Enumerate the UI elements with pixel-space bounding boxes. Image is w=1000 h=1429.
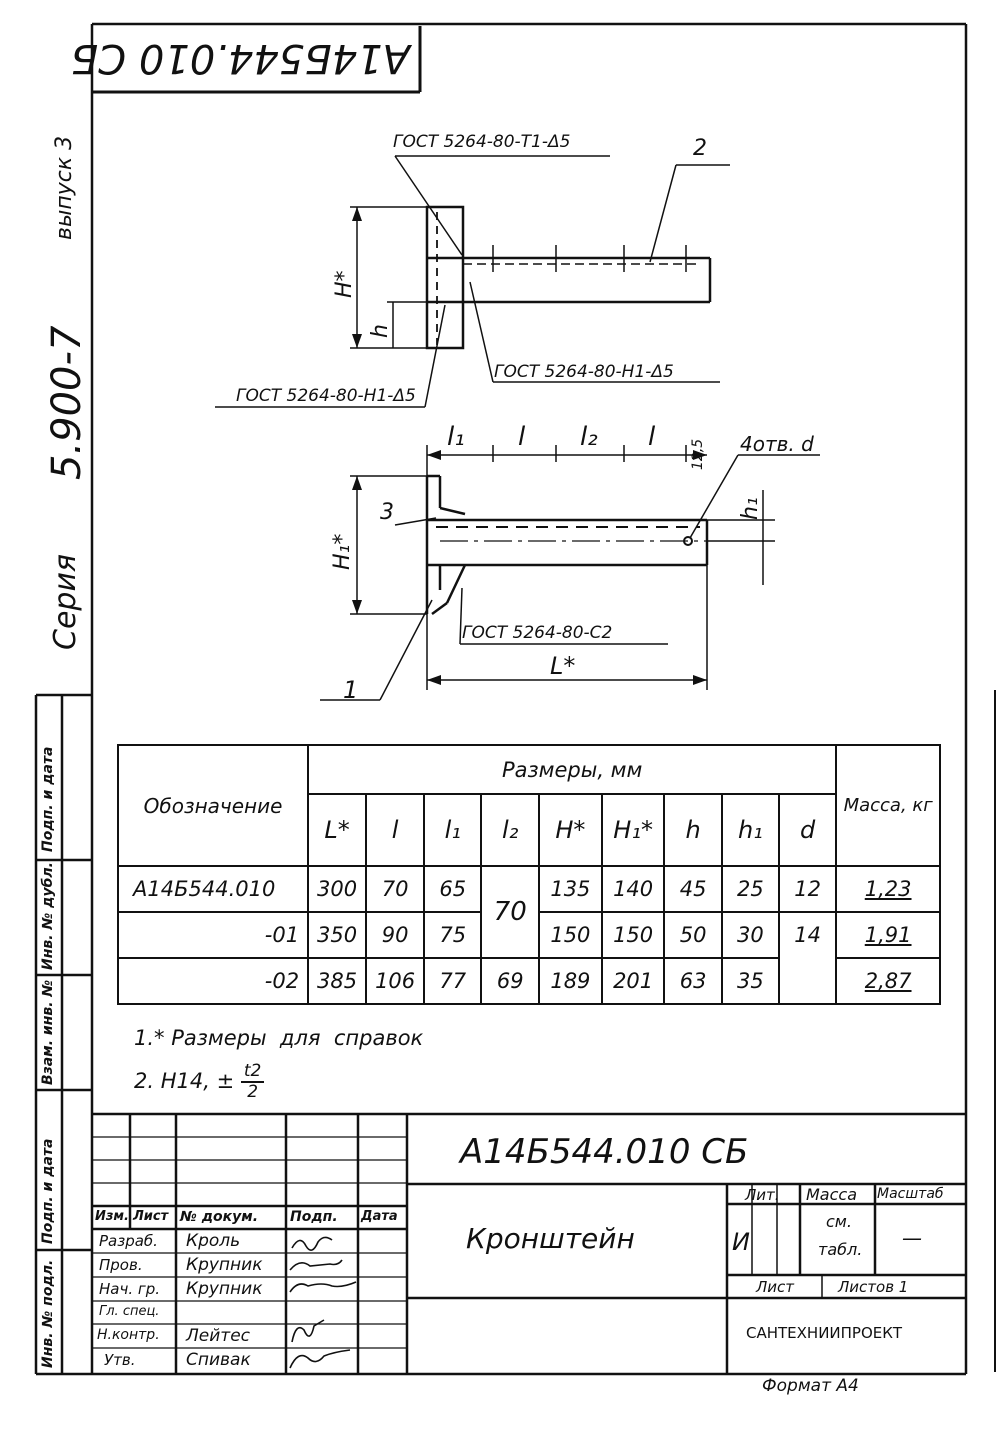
title-block-name: Кронштейн bbox=[466, 1222, 635, 1255]
tb-role-chief-spec: Гл. спец. bbox=[99, 1304, 160, 1319]
tb-role-checked: Пров. bbox=[99, 1256, 143, 1274]
tb-name-developed: Кроль bbox=[186, 1231, 241, 1251]
dim-l1-label: l₁ bbox=[447, 422, 465, 452]
holes-label: 4отв. d bbox=[740, 432, 814, 456]
tb-sheets-label: Листов 1 bbox=[838, 1278, 909, 1296]
weld-label-right: ГОСТ 5264-80-Н1-Δ5 bbox=[494, 362, 674, 382]
signature-group-head bbox=[290, 1282, 356, 1292]
cell-l1: 77 bbox=[424, 958, 481, 1004]
tb-lit-value: И bbox=[732, 1228, 750, 1256]
tb-mass-value-1: см. bbox=[826, 1212, 852, 1231]
dim-H-label: H* bbox=[332, 270, 357, 298]
note-2-prefix: 2. Н14, ± bbox=[134, 1069, 235, 1093]
stamp-orig-inv: Инв. № подл. bbox=[40, 1259, 56, 1368]
note-2-denominator: 2 bbox=[247, 1082, 259, 1102]
drawing-code-top: А14Б544.010 СБ bbox=[70, 35, 410, 81]
tb-role-developed: Разраб. bbox=[99, 1232, 158, 1250]
dim-L-label: L* bbox=[550, 652, 576, 680]
cell-H: 135 bbox=[539, 866, 602, 912]
cell-L: 350 bbox=[308, 912, 366, 958]
dim-l-label: l bbox=[518, 422, 526, 452]
subheader-l: l bbox=[366, 794, 424, 866]
tb-mass-header: Масса bbox=[806, 1185, 858, 1204]
cell-l: 90 bbox=[366, 912, 424, 958]
subheader-H1: H₁* bbox=[602, 794, 665, 866]
tb-scale-value: — bbox=[902, 1226, 922, 1250]
cell-H: 189 bbox=[539, 958, 602, 1004]
cell-l2-merged: 70 bbox=[481, 866, 539, 958]
cell-designation: А14Б544.010 bbox=[118, 866, 308, 912]
signature-approved bbox=[290, 1350, 350, 1368]
weld-label-top: ГОСТ 5264-80-Т1-Δ5 bbox=[393, 132, 571, 152]
tb-mass-value-2: табл. bbox=[818, 1240, 863, 1259]
dim-12-5-label: 12,5 bbox=[690, 438, 706, 470]
header-dimensions: Размеры, мм bbox=[308, 745, 836, 794]
cell-H: 150 bbox=[539, 912, 602, 958]
cell-L: 300 bbox=[308, 866, 366, 912]
tb-lit-header: Лит. bbox=[745, 1186, 780, 1204]
signature-developed bbox=[292, 1237, 332, 1250]
cell-h: 50 bbox=[664, 912, 721, 958]
stamp-sign-date-1: Подп. и дата bbox=[40, 746, 56, 852]
note-2-numerator: t2 bbox=[241, 1062, 264, 1083]
tb-header-list: Лист bbox=[133, 1209, 169, 1224]
signature-norm-control bbox=[292, 1320, 324, 1342]
cell-h1: 30 bbox=[722, 912, 779, 958]
cell-L: 385 bbox=[308, 958, 366, 1004]
tb-role-approved: Утв. bbox=[104, 1351, 136, 1369]
tb-name-group-head: Крупник bbox=[186, 1279, 263, 1299]
cell-l: 106 bbox=[366, 958, 424, 1004]
dim-l2-label: l₂ bbox=[580, 422, 598, 452]
cell-mass: 1,91 bbox=[836, 912, 940, 958]
header-mass: Масса, кг bbox=[836, 745, 940, 866]
subheader-h: h bbox=[664, 794, 721, 866]
subheader-L: L* bbox=[308, 794, 366, 866]
cell-mass: 2,87 bbox=[836, 958, 940, 1004]
tb-organization: САНТЕХНИИПРОЕКТ bbox=[746, 1324, 903, 1342]
part-number-2: 2 bbox=[693, 136, 707, 161]
cell-l1: 65 bbox=[424, 866, 481, 912]
tb-header-date: Дата bbox=[361, 1209, 398, 1224]
cell-h1: 25 bbox=[722, 866, 779, 912]
dim-H1-label: H₁* bbox=[330, 533, 355, 570]
dim-h1-label: h₁ bbox=[738, 497, 763, 520]
tb-role-norm-control: Н.контр. bbox=[97, 1327, 160, 1343]
tb-header-sign: Подп. bbox=[290, 1209, 338, 1225]
cell-l1: 75 bbox=[424, 912, 481, 958]
cell-H1: 150 bbox=[602, 912, 665, 958]
subheader-l2: l₂ bbox=[481, 794, 539, 866]
stamp-repl-inv: Взам. инв. № bbox=[40, 979, 56, 1085]
tb-name-approved: Спивак bbox=[186, 1350, 251, 1370]
note-1: 1.* Размеры для справок bbox=[134, 1026, 424, 1050]
stamp-sign-date-2: Подп. и дата bbox=[40, 1138, 56, 1244]
weld-label-left: ГОСТ 5264-80-Н1-Δ5 bbox=[236, 386, 416, 406]
cell-H1: 201 bbox=[602, 958, 665, 1004]
part-number-3: 3 bbox=[380, 500, 394, 525]
series-label: Серия bbox=[48, 554, 83, 650]
cell-h: 63 bbox=[664, 958, 721, 1004]
tb-scale-header: Масштаб bbox=[877, 1186, 944, 1202]
series-value: 5.900-7 bbox=[44, 325, 90, 480]
part-number-1: 1 bbox=[343, 676, 359, 704]
cell-l2: 69 bbox=[481, 958, 539, 1004]
signature-checked bbox=[290, 1260, 342, 1270]
subheader-d: d bbox=[779, 794, 836, 866]
cell-designation: -02 bbox=[118, 958, 308, 1004]
cell-mass: 1,23 bbox=[836, 866, 940, 912]
issue-label: выпуск 3 bbox=[52, 135, 77, 240]
stamp-dup-inv: Инв. № дубл. bbox=[40, 862, 56, 970]
tb-role-group-head: Нач. гр. bbox=[99, 1280, 161, 1298]
cell-H1: 140 bbox=[602, 866, 665, 912]
title-block-code: А14Б544.010 СБ bbox=[460, 1132, 749, 1172]
dim-l-label-2: l bbox=[648, 422, 656, 452]
tb-header-izm: Изм. bbox=[95, 1209, 129, 1224]
cell-l: 70 bbox=[366, 866, 424, 912]
weld-label-bottom: ГОСТ 5264-80-С2 bbox=[462, 623, 613, 643]
tb-header-doc: № докум. bbox=[180, 1209, 259, 1225]
cell-h: 45 bbox=[664, 866, 721, 912]
cell-d-merged: 14 bbox=[779, 912, 836, 1004]
cell-h1: 35 bbox=[722, 958, 779, 1004]
tb-sheet-label: Лист bbox=[756, 1278, 795, 1296]
dim-h-label: h bbox=[368, 324, 393, 338]
tb-name-checked: Крупник bbox=[186, 1255, 263, 1275]
tb-format: Формат А4 bbox=[762, 1376, 859, 1396]
subheader-H: H* bbox=[539, 794, 602, 866]
subheader-l1: l₁ bbox=[424, 794, 481, 866]
subheader-h1: h₁ bbox=[722, 794, 779, 866]
header-designation: Обозначение bbox=[118, 745, 308, 866]
tb-name-norm-control: Лейтес bbox=[186, 1326, 250, 1346]
cell-d: 12 bbox=[779, 866, 836, 912]
cell-designation: -01 bbox=[118, 912, 308, 958]
